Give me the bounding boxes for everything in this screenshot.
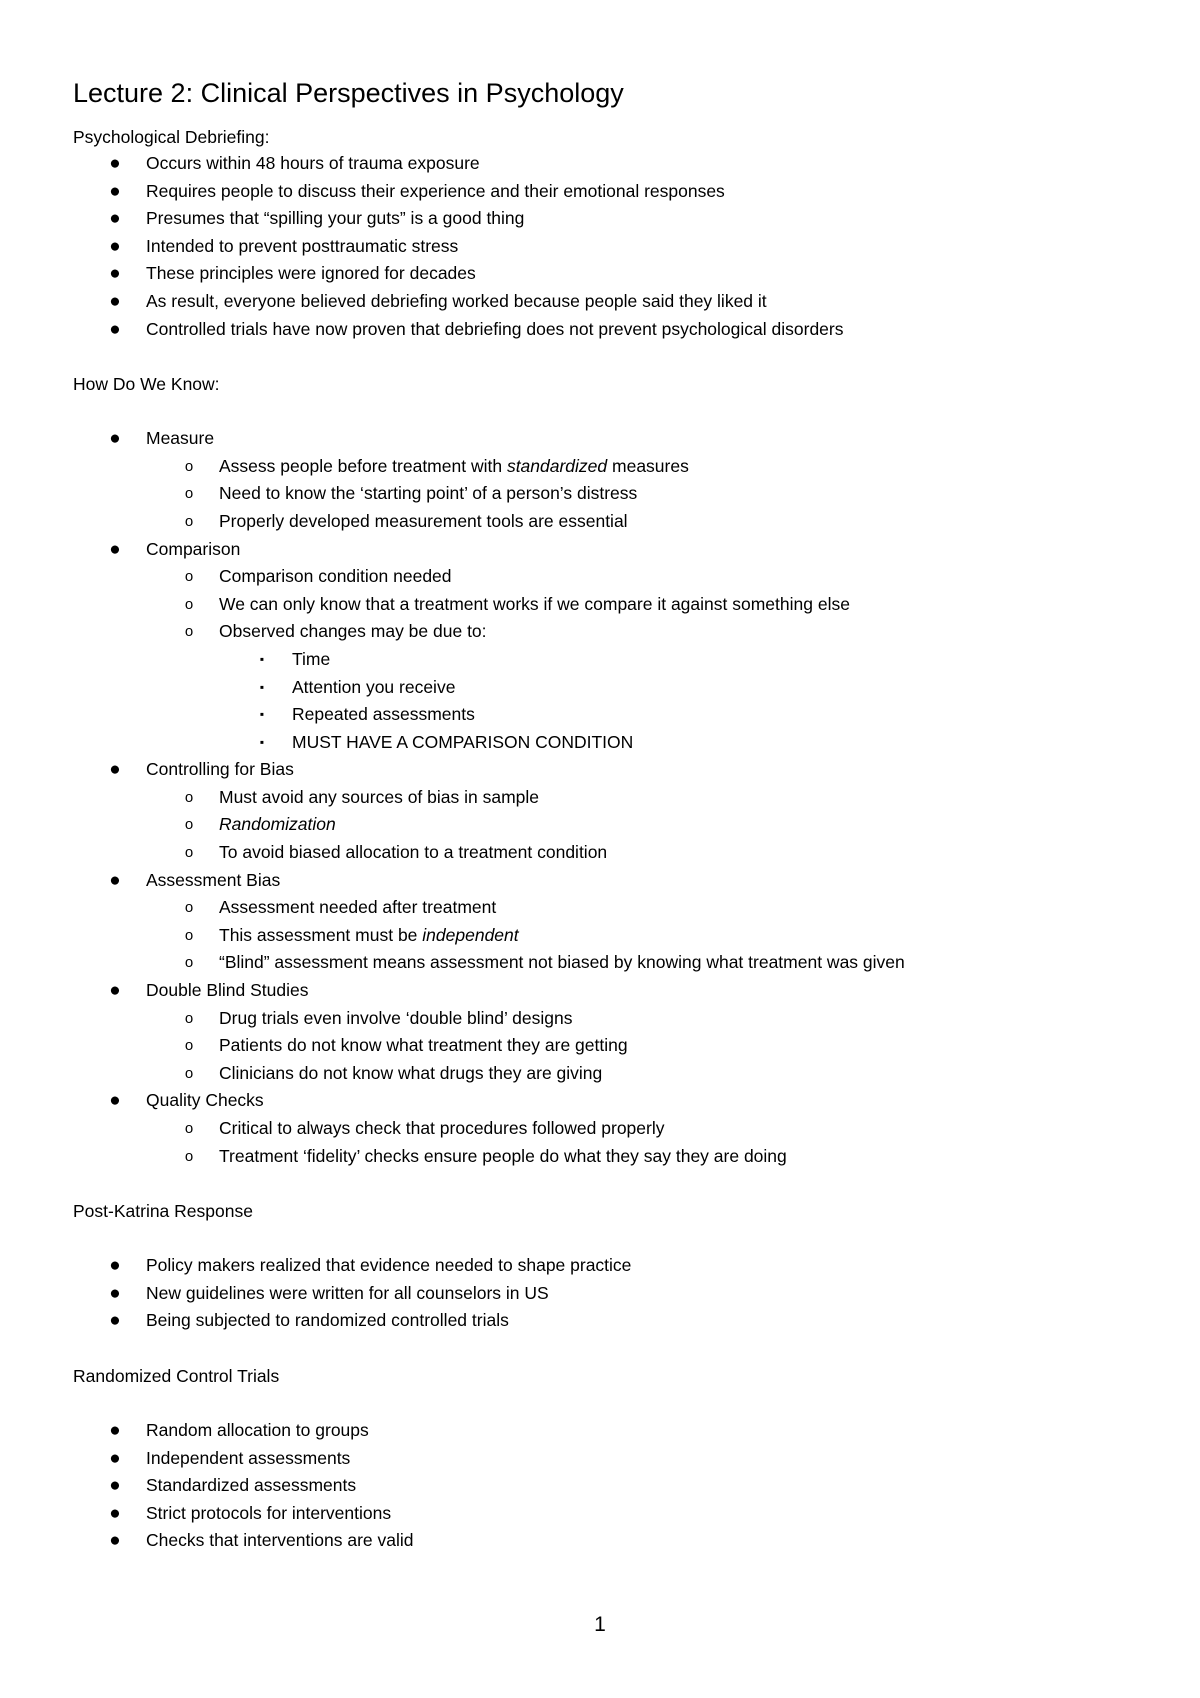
sub-sub-list-item: ▪ Attention you receive xyxy=(73,674,1133,702)
sub-sub-list-item: ▪ Time xyxy=(73,646,1133,674)
circle-bullet-icon: o xyxy=(184,623,194,641)
circle-bullet-icon: o xyxy=(184,568,194,586)
bullet-icon: ● xyxy=(109,208,121,230)
sub-list-item: o Critical to always check that procedures followed properly xyxy=(73,1115,1133,1143)
bullet-icon: ● xyxy=(109,153,121,174)
sub-list-item: o Drug trials even involve ‘double blind’ designs xyxy=(73,1005,1133,1033)
sub-list-item: o To avoid biased allocation to a treatment condition xyxy=(73,839,1133,867)
list-item-assessment-bias: ● Assessment Bias xyxy=(73,867,1133,895)
circle-bullet-icon: o xyxy=(184,899,194,917)
list-item-comparison: ● Comparison xyxy=(73,536,1133,564)
circle-bullet-icon: o xyxy=(184,1120,194,1137)
sub-list-item: o We can only know that a treatment works if we compare it against something else xyxy=(73,591,1133,619)
circle-bullet-icon: o xyxy=(184,457,194,475)
list-item: ● Being subjected to randomized controlled trials xyxy=(73,1307,1133,1335)
list-item: ● Strict protocols for interventions xyxy=(73,1500,1133,1528)
list-item: ● Checks that interventions are valid xyxy=(73,1527,1133,1555)
circle-bullet-icon: o xyxy=(184,1037,194,1055)
bullet-icon: ● xyxy=(109,1475,121,1497)
square-bullet-icon: ▪ xyxy=(259,707,265,722)
sub-sub-list-item: ▪ Repeated assessments xyxy=(73,701,1133,729)
sub-sub-list-item: ▪ MUST HAVE A COMPARISON CONDITION xyxy=(73,729,1133,757)
bullet-icon: ● xyxy=(109,538,121,560)
bullet-icon: ● xyxy=(109,1419,121,1441)
bullet-icon: ● xyxy=(109,318,121,340)
list-item-measure: ● Measure xyxy=(73,425,1133,453)
list-item-quality-checks: ● Quality Checks xyxy=(73,1087,1133,1115)
page-number: 1 xyxy=(594,1613,606,1636)
page-title: Lecture 2: Clinical Perspectives in Psychology xyxy=(73,78,624,108)
sub-list-item: o Comparison condition needed xyxy=(73,563,1133,591)
bullet-icon: ● xyxy=(109,290,121,312)
square-bullet-icon: ▪ xyxy=(259,734,265,749)
bullet-icon: ● xyxy=(109,1447,121,1469)
circle-bullet-icon: o xyxy=(184,926,194,944)
section-heading-rct: Randomized Control Trials xyxy=(73,1365,280,1386)
circle-bullet-icon: o xyxy=(184,512,194,530)
list-item-controlling-bias: ● Controlling for Bias xyxy=(73,756,1133,784)
bullet-icon: ● xyxy=(109,180,121,202)
list-item: ● Intended to prevent posttraumatic stress xyxy=(73,233,1133,261)
sub-list-item: o Need to know the ‘starting point’ of a person’s distress xyxy=(73,480,1133,508)
sub-list-item: o This assessment must be independent xyxy=(73,922,1133,950)
list-item: ● Controlled trials have now proven that debriefing does not prevent psychological disorders xyxy=(73,316,1133,344)
list-item-double-blind: ● Double Blind Studies xyxy=(73,977,1133,1005)
page-content xyxy=(73,76,1133,1555)
square-bullet-icon: ▪ xyxy=(259,651,265,666)
bullet-icon: ● xyxy=(109,980,121,1002)
sub-list-item: o “Blind” assessment means assessment not biased by knowing what treatment was given xyxy=(73,949,1133,977)
bullet-icon: ● xyxy=(109,1502,121,1524)
how-do-we-know-list xyxy=(73,425,1133,1170)
circle-bullet-icon: o xyxy=(184,816,194,834)
circle-bullet-icon: o xyxy=(184,1064,194,1082)
circle-bullet-icon: o xyxy=(184,954,194,972)
bullet-icon: ● xyxy=(109,869,121,891)
section-heading-post-katrina: Post-Katrina Response xyxy=(73,1201,253,1222)
list-item: ● Policy makers realized that evidence needed to shape practice xyxy=(73,1252,1133,1280)
section-heading-debriefing: Psychological Debriefing: xyxy=(73,127,270,147)
circle-bullet-icon: o xyxy=(184,788,194,806)
sub-list-item: o Patients do not know what treatment they are getting xyxy=(73,1032,1133,1060)
bullet-icon: ● xyxy=(109,1090,121,1112)
sub-list-item: o Clinicians do not know what drugs they are giving xyxy=(73,1060,1133,1088)
sub-list-item: o Treatment ‘fidelity’ checks ensure people do what they say they are doing xyxy=(73,1143,1133,1171)
circle-bullet-icon: o xyxy=(184,595,194,613)
sub-list-item: o Assess people before treatment with standardized measures xyxy=(73,453,1133,481)
bullet-icon: ● xyxy=(109,1310,121,1332)
list-item: ● As result, everyone believed debriefing worked because people said they liked it xyxy=(73,288,1133,316)
circle-bullet-icon: o xyxy=(184,485,194,503)
rct-list xyxy=(73,1417,1133,1555)
circle-bullet-icon: o xyxy=(184,844,194,862)
list-item: ● Presumes that “spilling your guts” is a good thing xyxy=(73,205,1133,233)
sub-list-item: o Assessment needed after treatment xyxy=(73,894,1133,922)
circle-bullet-icon: o xyxy=(184,1147,194,1165)
sub-list-item: o Observed changes may be due to: xyxy=(73,618,1133,646)
list-item: ● Standardized assessments xyxy=(73,1472,1133,1500)
sub-list-item: o Must avoid any sources of bias in sample xyxy=(73,784,1133,812)
debriefing-list xyxy=(73,150,1133,343)
list-item: ● Independent assessments xyxy=(73,1445,1133,1473)
sub-list-item: o Properly developed measurement tools are essential xyxy=(73,508,1133,536)
bullet-icon: ● xyxy=(109,428,121,450)
section-heading-how-do-we-know: How Do We Know: xyxy=(73,374,220,395)
bullet-icon: ● xyxy=(109,235,121,257)
bullet-icon: ● xyxy=(109,759,121,781)
list-item: ● New guidelines were written for all counselors in US xyxy=(73,1280,1133,1308)
bullet-icon: ● xyxy=(109,1282,121,1304)
list-item: ● These principles were ignored for decades xyxy=(73,260,1133,288)
circle-bullet-icon: o xyxy=(184,1009,194,1027)
list-item: ● Random allocation to groups xyxy=(73,1417,1133,1445)
bullet-icon: ● xyxy=(109,1255,121,1277)
post-katrina-list xyxy=(73,1252,1133,1335)
square-bullet-icon: ▪ xyxy=(259,679,265,694)
list-item: ● Occurs within 48 hours of trauma exposure xyxy=(73,150,1133,178)
bullet-icon: ● xyxy=(109,1530,121,1552)
bullet-icon: ● xyxy=(109,263,121,285)
sub-list-item: o Randomization xyxy=(73,811,1133,839)
list-item: ● Requires people to discuss their experience and their emotional responses xyxy=(73,178,1133,206)
